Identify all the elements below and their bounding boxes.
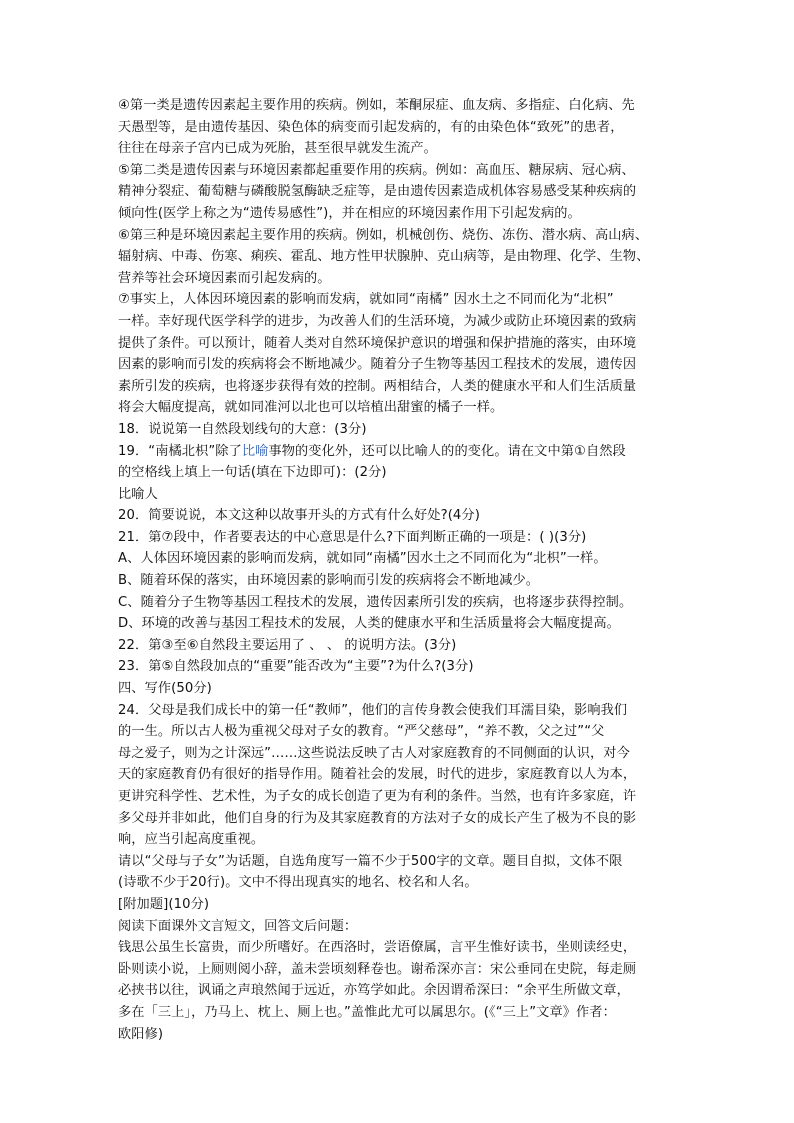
text-line: 更讲究科学性、艺术性，为子女的成长创造了更为有利的条件。当然，也有许多家庭，许: [118, 789, 637, 804]
text-line: 一样。幸好现代医学科学的进步，为改善人们的生活环境，为减少或防止环境因素的致病: [118, 313, 637, 329]
question-21: 21．第⑦段中，作者要表达的中心意思是什么?下面判断正确的一项是：( )(3分): [118, 529, 587, 545]
text-line: ⑥第三种是环境因素起主要作用的疾病。例如，机械创伤、烧伤、冻伤、潜水病、高山病、: [118, 227, 649, 243]
text-line: 响，应当引起高度重视。: [118, 832, 265, 848]
text-line: 天愚型等，是由遗传基因、染色体的病变而引起发病的，有的由染色体“致死”的患者，: [118, 119, 624, 135]
text-line: 钱思公虽生长富贵，而少所嗜好。在西洛时，尝语僚属，言平生惟好读书，坐则读经史，: [118, 940, 637, 956]
text-line: 卧则读小说，上厕则阅小辞，盖未尝顷刻释卷也。谢希深亦言：宋公垂同在史院，每走厕: [118, 961, 637, 977]
bonus-heading: [附加题](10分): [118, 896, 210, 912]
text-line: 的一生。所以古人极为重视父母对子女的教育。“严父慈母”，“养不教，父之过”“父: [118, 724, 605, 740]
answer-blank-19: 比喻人: [118, 486, 158, 502]
text-line: 因素的影响而引发的疾病将会不断地减少。随着分子生物等基因工程技术的发展，遗传因: [118, 357, 637, 373]
metaphor-link[interactable]: 比喻: [241, 443, 269, 459]
section-writing-heading: 四、写作(50分): [118, 681, 212, 697]
text-line: 营养等社会环境因素而引起发病的。: [118, 270, 331, 286]
text-line: ⑦事实上，人体因环境因素的影响而发病，就如同“南橘” 因水土之不同而化为“北枳”: [118, 292, 614, 308]
question-19-cont: 的空格线上填上一句话(填在下边即可)：(2分): [118, 465, 387, 481]
question-24: [118, 700, 684, 851]
text-line: 提供了条件。可以预计，随着人类对自然环境保护意识的增强和保护措施的落实，由环境: [118, 335, 637, 351]
text-line: 精神分裂症、葡萄糖与磷酸脱氢酶缺乏症等，是由遗传因素造成机体容易感受某种疾病的: [118, 184, 637, 200]
question-22: 22．第③至⑥自然段主要运用了 、 、 的说明方法。(3分): [118, 637, 457, 653]
question-19: [118, 441, 684, 463]
question-20: 20．简要说说，本文这种以故事开头的方式有什么好处?(4分): [118, 508, 480, 524]
text-line: 24．父母是我们成长中的第一任“教师”，他们的言传身教会使我们耳濡目染，影响我们: [118, 702, 628, 718]
text-line: 必挟书以往，讽诵之声琅然闻于远近，亦笃学如此。余因谓希深曰：“余平生所做文章，: [118, 983, 630, 999]
option-a: A、人体因环境因素的影响而发病，就如同“南橘”因水土之不同而化为“北枳”一样。: [118, 551, 607, 567]
text-line: 请以“父母与子女”为话题，自选角度写一篇不少于500字的文章。题目自拟，文体不限: [118, 853, 623, 869]
question-23: 23．第⑤自然段加点的“重要”能否改为“主要”?为什么?(3分): [118, 659, 474, 675]
text-line: 倾向性(医学上称之为“遗传易感性”)，并在相应的环境因素作用下引起发病的。: [118, 205, 581, 221]
text-line: 辐射病、中毒、伤寒、痢疾、霍乱、地方性甲状腺肿、克山病等，是由物理、化学、生物、: [118, 249, 650, 265]
text-line: 天的家庭教育仍有很好的指导作用。随着社会的发展，时代的进步，家庭教育以人为本，: [118, 767, 637, 783]
paragraph-7: [118, 289, 684, 419]
question-19-text: 事物的变化外，还可以比喻人的的变化。请在文中第①自然段: [268, 443, 626, 459]
text-line: 多父母并非如此，他们自身的行为及其家庭教育的方法对子女的成长产生了极为不良的影: [118, 810, 637, 826]
option-d: D、环境的改善与基因工程技术的发展，人类的健康水平和生活质量将会大幅度提高。: [118, 616, 620, 632]
paragraph-6: [118, 225, 684, 290]
text-line: 往往在母亲子宫内已成为死胎，甚至很早就发生流产。: [118, 141, 437, 157]
paragraph-5: [118, 160, 684, 225]
text-line: 母之爱子，则为之计深远”……这些说法反映了古人对家庭教育的不同侧面的认识，对今: [118, 745, 630, 761]
document-page: [118, 95, 684, 1045]
option-c: C、随着分子生物等基因工程技术的发展，遗传因素所引发的疾病，也将逐步获得控制。: [118, 594, 633, 610]
text-line: ④第一类是遗传因素起主要作用的疾病。例如，苯酮尿症、血友病、多指症、白化病、先: [118, 98, 635, 113]
bonus-intro: 阅读下面课外文言短文，回答文后问题：: [118, 918, 358, 934]
classical-passage: [118, 937, 684, 1045]
text-line: 素所引发的疾病，也将逐步获得有效的控制。两相结合，人类的健康水平和人们生活质量: [118, 378, 637, 394]
option-b: B、随着环保的落实，由环境因素的影响而引发的疾病将会不断地减少。: [118, 573, 540, 589]
question-19-text: 19．“南橘北枳”除了: [118, 443, 242, 459]
text-line: (诗歌不少于20行)。文中不得出现真实的地名、校名和人名。: [118, 875, 478, 891]
text-line: ⑤第二类是遗传因素与环境因素都起重要作用的疾病。例如：高血压、糖尿病、冠心病、: [118, 162, 635, 178]
text-line: 多在「三上」，乃马上、枕上、厕上也。”盖惟此尤可以属思尔。(《“三上”文章》作者：: [118, 1004, 616, 1020]
paragraph-4: [118, 95, 684, 160]
writing-requirement: [118, 851, 684, 894]
question-18: 18．说说第一自然段划线句的大意：(3分): [118, 421, 367, 437]
text-line: 将会大幅度提高，就如同准河以北也可以培植出甜蜜的橘子一样。: [118, 400, 504, 416]
text-line: 欧阳修): [118, 1026, 164, 1042]
